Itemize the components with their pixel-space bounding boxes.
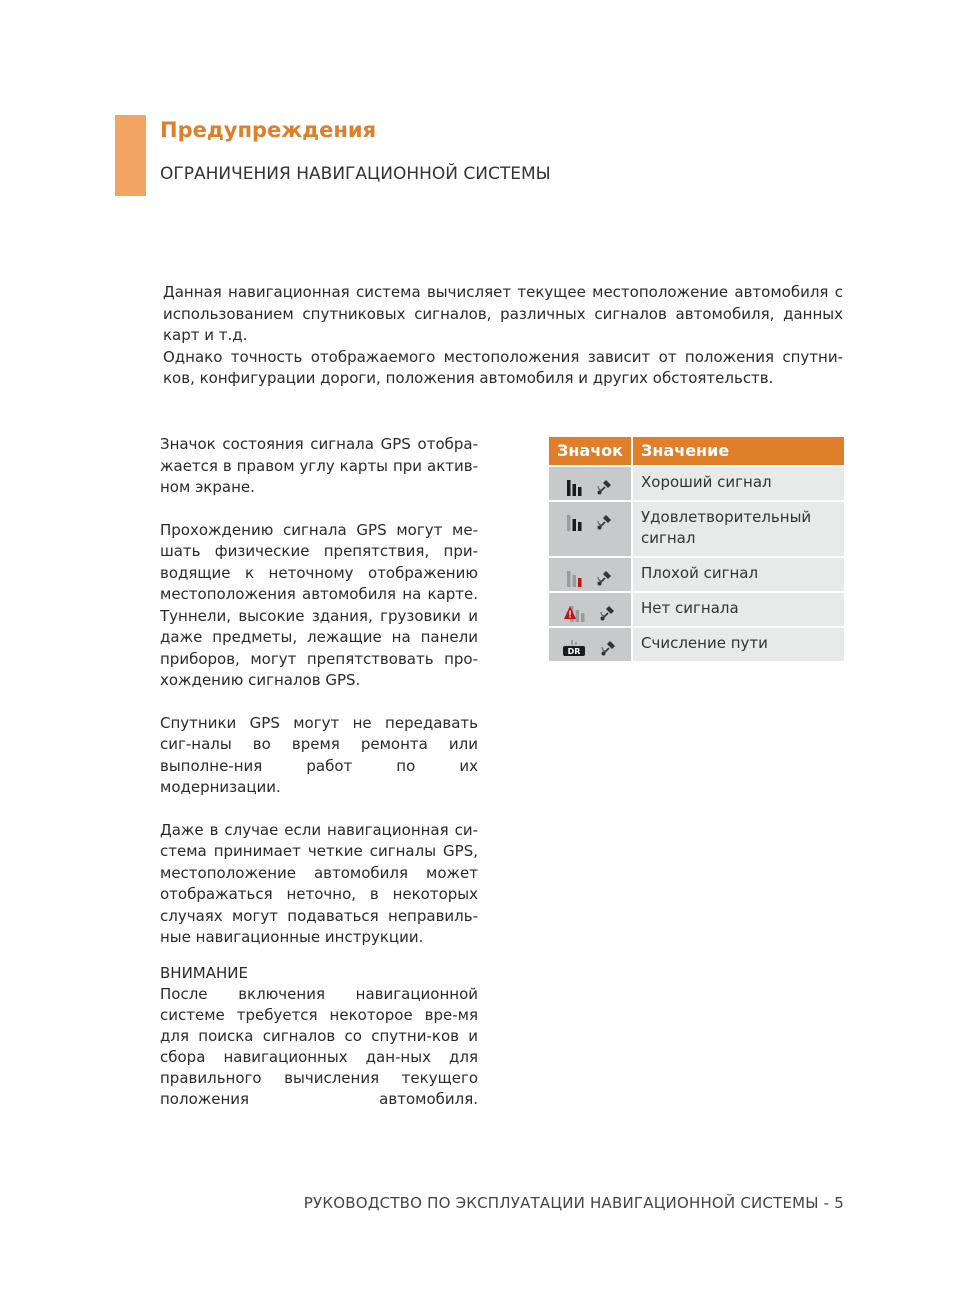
warning-text: После включения навигационной системе требуется некоторое вре-мя для поиска сигналов со спутни-ков и сбора навигационных дан-ных для правильного вычисления текущего положения автомобиля. xyxy=(160,985,478,1108)
table-row xyxy=(549,467,844,500)
body-paragraph: Даже в случае если навигационная си-стема принимает четкие сигналы GPS, местоположение автомобиля может отображаться неточно, в некоторых случаях могут подаваться неправиль-ные навигационные инструкции. xyxy=(160,820,478,946)
page-footer: РУКОВОДСТВО ПО ЭКСПЛУАТАЦИИ НАВИГАЦИОННОЙ СИСТЕМЫ - 5 xyxy=(303,1194,844,1212)
gps-signal-table xyxy=(549,437,844,661)
satellite-icon xyxy=(599,604,617,622)
body-paragraph: Прохождению сигнала GPS могут ме-шать физические препятствия, при-водящие к неточному отображению местоположения автомобиля на карте. Туннели, высокие здания, грузовики и даже предметы, лежащие на панели приборов, могут препятствовать про-хождению сигналов GPS. xyxy=(160,520,478,689)
header-icon-column: Значок xyxy=(549,437,633,465)
table-row xyxy=(549,502,844,556)
meaning-cell: Нет сигнала xyxy=(641,599,739,617)
table-header xyxy=(549,437,844,465)
header-meaning-column: Значение xyxy=(641,441,730,460)
signal-none-icon xyxy=(563,604,585,622)
table-row xyxy=(549,558,844,591)
meaning-cell: Счисление пути xyxy=(641,634,768,652)
body-paragraph: Спутники GPS могут не передавать сиг-налы во время ремонта или выполне-ния работ по их модернизации. xyxy=(160,713,478,796)
meaning-cell: Плохой сигнал xyxy=(641,564,759,582)
warning-block xyxy=(160,963,478,1110)
icon-cell xyxy=(549,467,633,500)
satellite-icon xyxy=(600,639,618,657)
table-row xyxy=(549,593,844,626)
meaning-cell: Хороший сигнал xyxy=(641,473,772,491)
satellite-icon xyxy=(596,513,614,531)
left-column xyxy=(160,434,478,970)
section-accent-bar xyxy=(115,115,146,196)
signal-good-icon xyxy=(566,478,582,496)
page-title: Предупреждения xyxy=(160,118,377,142)
icon-cell xyxy=(549,502,633,556)
table-row xyxy=(549,628,844,661)
page-subtitle: ОГРАНИЧЕНИЯ НАВИГАЦИОННОЙ СИСТЕМЫ xyxy=(160,164,551,184)
signal-poor-icon xyxy=(566,569,582,587)
icon-cell xyxy=(549,628,633,661)
dr-label: DR xyxy=(567,647,581,656)
intro-paragraph: Однако точность отображаемого местоположения зависит от положения спутни-ков, конфигурации дороги, положения автомобиля и других обстоятельств. xyxy=(163,347,843,387)
intro-paragraph: Данная навигационная система вычисляет текущее местоположение автомобиля с использованием спутниковых сигналов, различных сигналов автомобиля, данных карт и т.д. xyxy=(163,283,843,344)
signal-fair-icon xyxy=(566,513,582,531)
icon-cell xyxy=(549,558,633,591)
body-paragraph: Значок состояния сигнала GPS отобра-жается в правом углу карты при актив-ном экране. xyxy=(160,435,478,496)
dead-reckoning-icon xyxy=(562,639,586,657)
warning-heading: ВНИМАНИЕ xyxy=(160,964,248,982)
icon-cell xyxy=(549,593,633,626)
satellite-icon xyxy=(596,569,614,587)
meaning-cell: Удовлетворительный сигнал xyxy=(641,508,812,547)
intro-text xyxy=(163,282,843,390)
satellite-icon xyxy=(596,478,614,496)
